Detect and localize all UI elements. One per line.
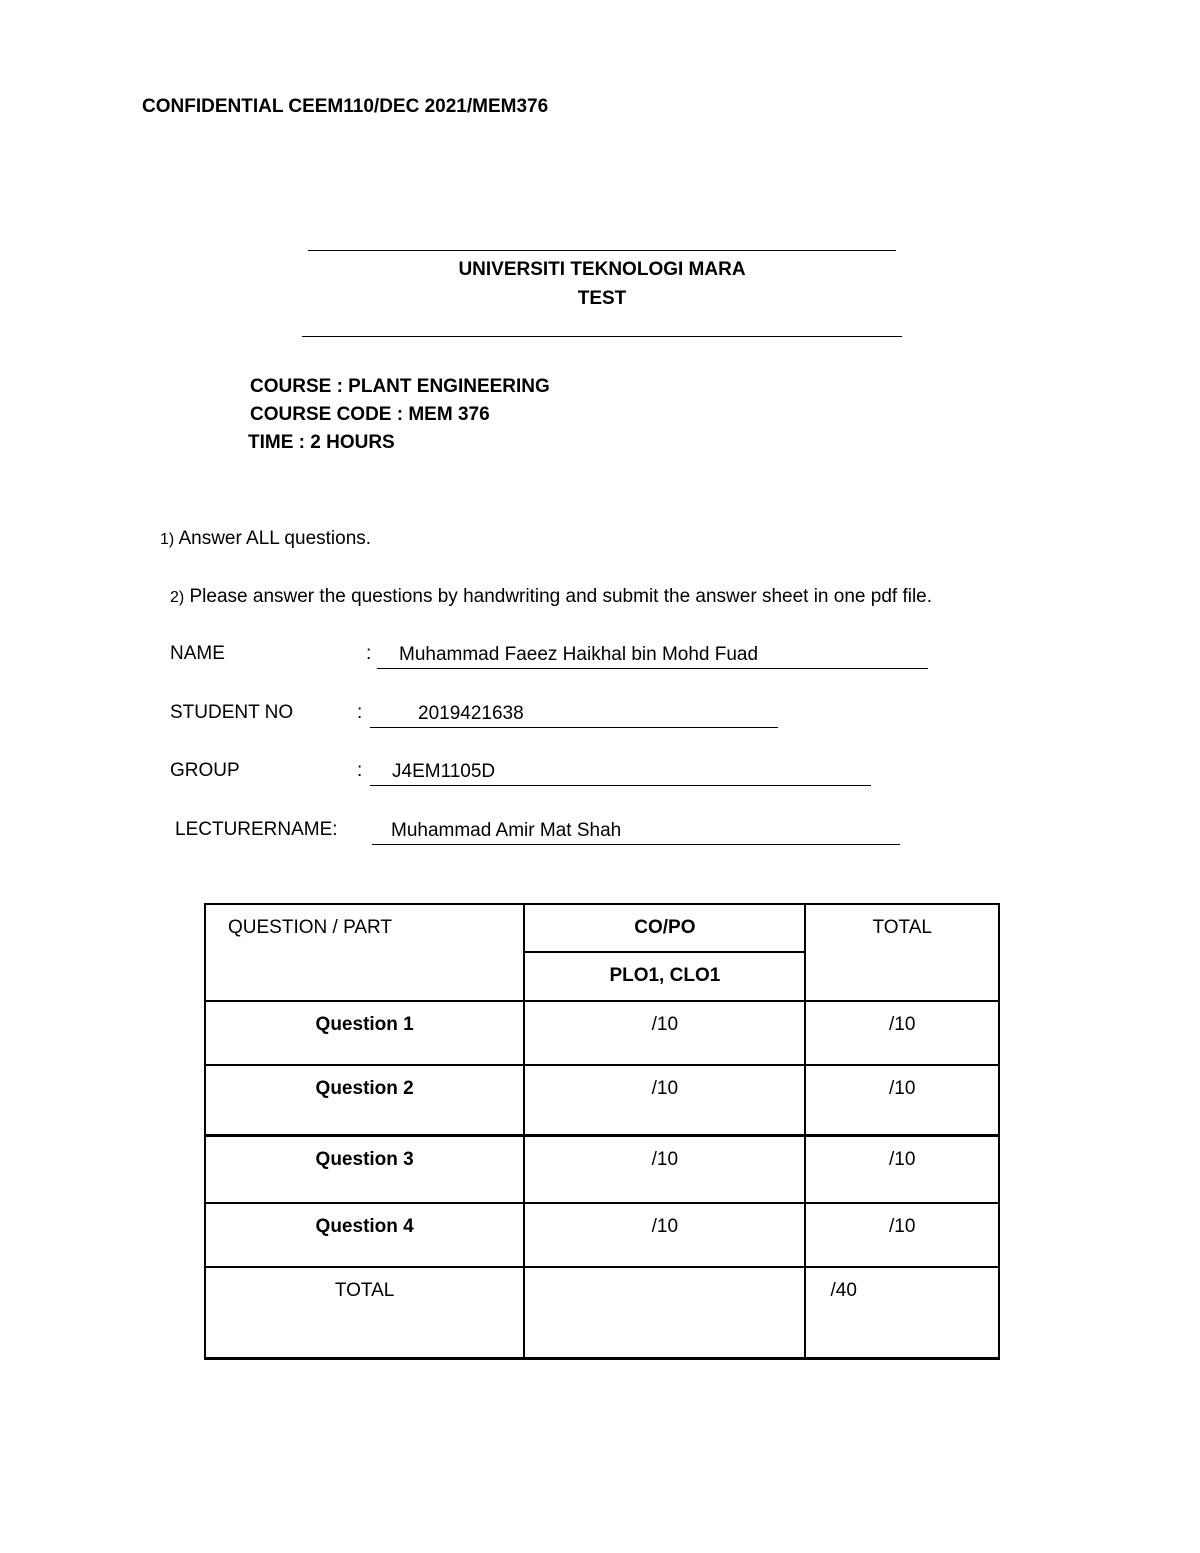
lecturer-value: Muhammad Amir Mat Shah (391, 820, 622, 841)
row-1-copo-text: /10 (651, 1014, 679, 1035)
course-code: COURSE CODE : MEM 376 (250, 404, 490, 425)
header-question-part (205, 904, 524, 1001)
row-2-copo-text: /10 (651, 1078, 679, 1099)
row-4-total-text: /10 (889, 1216, 916, 1237)
total-row-copo-text (525, 1268, 804, 1280)
row-1-copo[interactable] (524, 1001, 805, 1065)
row-3-total[interactable] (805, 1135, 999, 1203)
instruction-2-number: 2) (170, 589, 185, 606)
header-total-text: TOTAL (872, 917, 932, 938)
instruction-1-number: 1) (160, 531, 175, 548)
group-field[interactable] (370, 761, 871, 786)
university-title: UNIVERSITI TEKNOLOGI MARA (458, 259, 746, 280)
student-no-field[interactable] (370, 703, 778, 728)
row-1-question (205, 1001, 524, 1065)
table-row (205, 1065, 999, 1135)
course-name: COURSE : PLANT ENGINEERING (250, 376, 550, 397)
instruction-2-text: Please answer the questions by handwriting and submit the answer sheet in one pdf file. (184, 586, 933, 607)
student-no-value: 2019421638 (418, 703, 524, 724)
table-row (205, 1135, 999, 1203)
row-4-total[interactable] (805, 1203, 999, 1267)
test-title: TEST (577, 288, 627, 309)
table-row (205, 1203, 999, 1267)
row-3-question-text: Question 3 (315, 1148, 414, 1170)
total-row-label-text: TOTAL (334, 1280, 395, 1301)
row-3-total-text: /10 (889, 1148, 916, 1170)
row-1-total[interactable] (805, 1001, 999, 1065)
student-no-colon: : (357, 702, 363, 723)
lecturer-field[interactable] (372, 820, 900, 845)
header-plo-text: PLO1, CLO1 (609, 965, 721, 986)
row-2-total[interactable] (805, 1065, 999, 1135)
table-row (205, 1001, 999, 1065)
row-4-question-text: Question 4 (315, 1216, 414, 1237)
row-2-copo[interactable] (524, 1065, 805, 1135)
table-total-row (205, 1267, 999, 1358)
name-field[interactable] (377, 644, 928, 669)
total-row-copo[interactable] (524, 1267, 805, 1358)
row-1-total-text: /10 (889, 1014, 916, 1035)
row-3-question (205, 1135, 524, 1203)
row-4-copo-text: /10 (651, 1216, 679, 1237)
row-4-copo[interactable] (524, 1203, 805, 1267)
lecturer-label: LECTURERNAME: (175, 819, 338, 840)
name-value: Muhammad Faeez Haikhal bin Mohd Fuad (399, 644, 759, 665)
row-2-total-text: /10 (889, 1078, 916, 1099)
title-bottom-rule (302, 336, 902, 337)
row-3-copo[interactable] (524, 1135, 805, 1203)
group-colon: : (357, 760, 363, 781)
score-table (204, 903, 1000, 1360)
title-top-rule (308, 250, 896, 251)
instruction-1-text: Answer ALL questions. (174, 528, 372, 549)
table-header-row (205, 904, 999, 952)
header-plo (524, 952, 805, 1001)
row-4-question (205, 1203, 524, 1267)
instruction-2 (170, 586, 932, 608)
name-label: NAME (170, 643, 225, 664)
course-time: TIME : 2 HOURS (248, 432, 395, 453)
header-copo-text: CO/PO (634, 917, 696, 938)
row-3-copo-text: /10 (651, 1148, 679, 1170)
total-row-total[interactable] (805, 1267, 999, 1358)
total-row-label (205, 1267, 524, 1358)
student-no-label: STUDENT NO (170, 702, 294, 723)
instruction-1 (160, 528, 371, 550)
group-value: J4EM1105D (392, 761, 496, 782)
row-1-question-text: Question 1 (315, 1014, 414, 1035)
group-label: GROUP (170, 760, 240, 781)
header-total (805, 904, 999, 1001)
confidential-header: CONFIDENTIAL CEEM110/DEC 2021/MEM376 (142, 96, 549, 117)
row-2-question (205, 1065, 524, 1135)
header-copo (524, 904, 805, 952)
name-colon: : (366, 643, 372, 664)
header-question-part-text: QUESTION / PART (228, 917, 392, 938)
row-2-question-text: Question 2 (315, 1078, 414, 1099)
total-row-total-text: /40 (830, 1280, 857, 1301)
